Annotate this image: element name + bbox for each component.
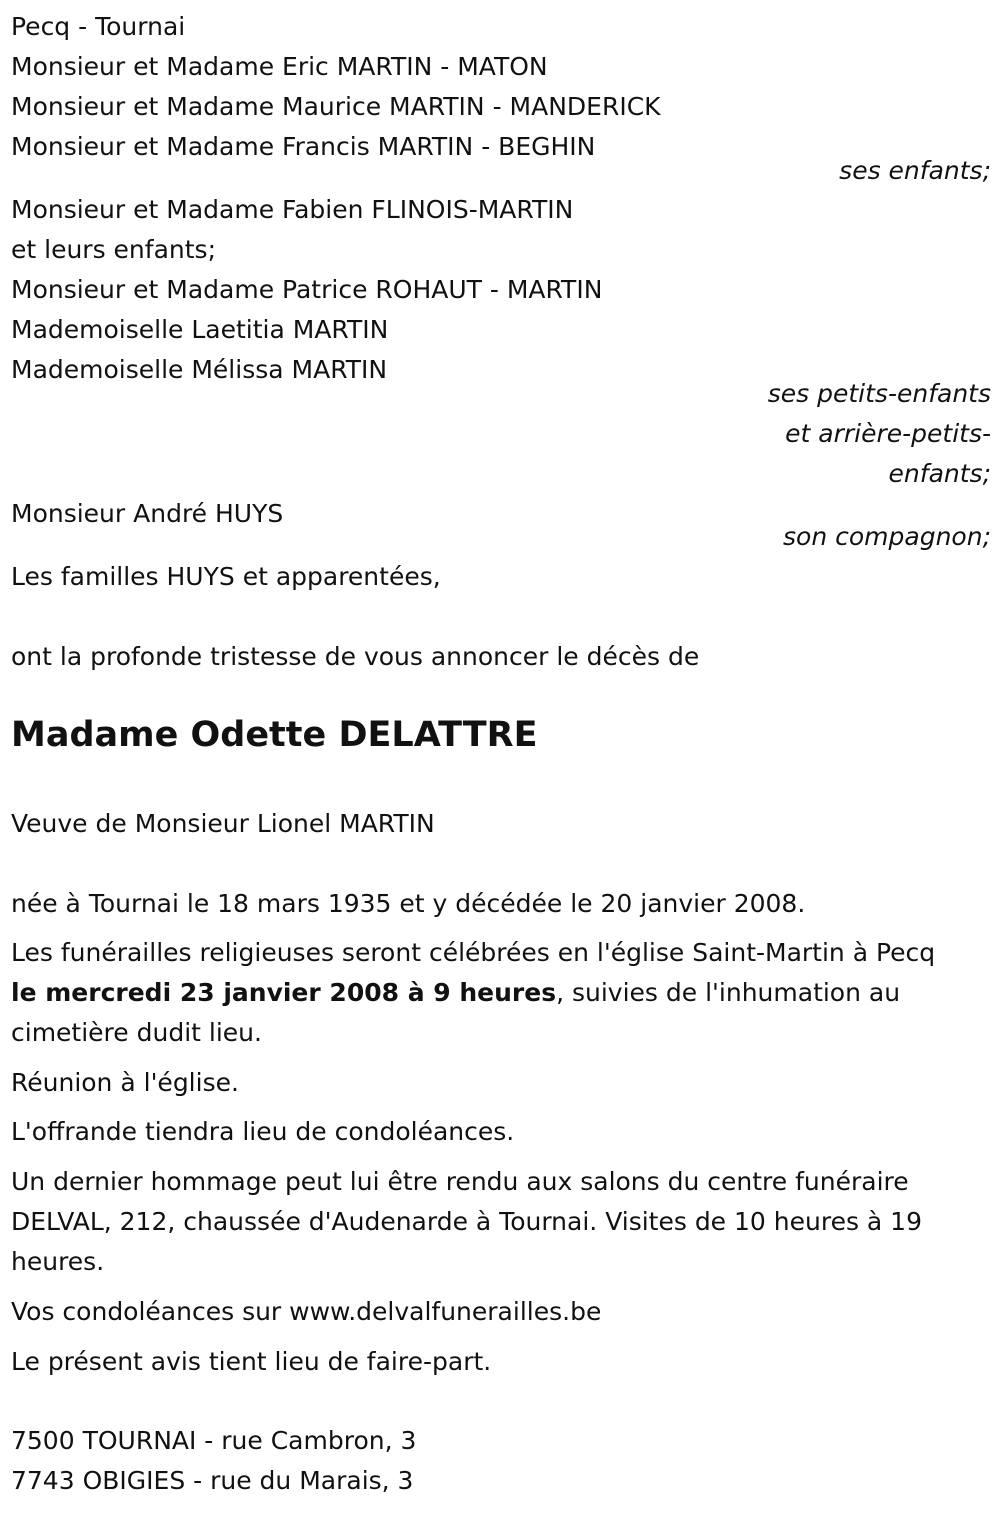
grandchild-line: Mademoiselle Laetitia MARTIN <box>11 315 389 344</box>
grandchild-line: Monsieur et Madame Patrice ROHAUT - MARTIN <box>11 275 603 304</box>
child-line: Monsieur et Madame Maurice MARTIN - MANDERICK <box>11 92 661 121</box>
tribute-line: DELVAL, 212, chaussée d'Audenarde à Tournai. Visites de 10 heures à 19 <box>11 1207 922 1236</box>
reunion-line: Réunion à l'église. <box>11 1068 239 1097</box>
funeral-line-rest: , suivies de l'inhumation au <box>556 978 901 1007</box>
families-line: Les familles HUYS et apparentées, <box>11 562 441 591</box>
grandchildren-label: ses petits-enfants <box>767 379 991 408</box>
children-label: ses enfants; <box>839 156 991 185</box>
widow-of: Veuve de Monsieur Lionel MARTIN <box>11 809 435 838</box>
grandchild-line: et leurs enfants; <box>11 235 216 264</box>
funeral-line: Les funérailles religieuses seront célébrées en l'église Saint-Martin à Pecq <box>11 938 936 967</box>
condolences-line: Vos condoléances sur www.delvalfunerailles.be <box>11 1297 602 1326</box>
birth-death: née à Tournai le 18 mars 1935 et y décédée le 20 janvier 2008. <box>11 889 806 918</box>
grandchild-line: Mademoiselle Mélissa MARTIN <box>11 355 388 384</box>
offering-line: L'offrande tiendra lieu de condoléances. <box>11 1117 515 1146</box>
deceased-name: Madame Odette DELATTRE <box>11 715 538 755</box>
child-line: Monsieur et Madame Francis MARTIN - BEGHIN <box>11 132 596 161</box>
address-line: 7743 OBIGIES - rue du Marais, 3 <box>11 1466 414 1495</box>
grandchildren-label: et arrière-petits- <box>785 419 991 448</box>
obituary-notice <box>11 0 991 1513</box>
grandchild-line: Monsieur et Madame Fabien FLINOIS-MARTIN <box>11 195 574 224</box>
address-line: 7500 TOURNAI - rue Cambron, 3 <box>11 1426 417 1455</box>
funeral-date: le mercredi 23 janvier 2008 à 9 heures <box>11 978 557 1007</box>
funeral-line <box>11 980 900 1005</box>
companion-label: son compagnon; <box>783 522 991 551</box>
announcement: ont la profonde tristesse de vous annoncer le décès de <box>11 642 700 671</box>
child-line: Monsieur et Madame Eric MARTIN - MATON <box>11 52 548 81</box>
notice-line: Le présent avis tient lieu de faire-part. <box>11 1347 492 1376</box>
companion-name: Monsieur André HUYS <box>11 499 284 528</box>
heading-place: Pecq - Tournai <box>11 12 186 41</box>
tribute-line: heures. <box>11 1247 105 1276</box>
tribute-line: Un dernier hommage peut lui être rendu aux salons du centre funéraire <box>11 1167 909 1196</box>
grandchildren-label: enfants; <box>888 459 991 488</box>
funeral-line: cimetière dudit lieu. <box>11 1018 262 1047</box>
